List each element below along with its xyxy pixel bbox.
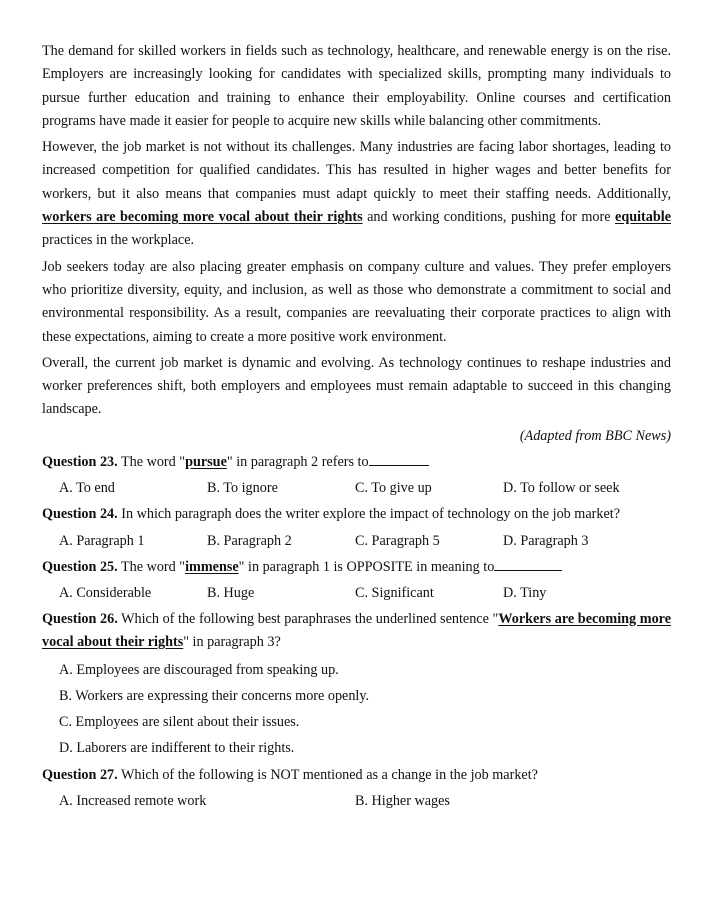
question-23-text-post: " in paragraph 2 refers to	[226, 453, 369, 470]
answer-blank	[369, 464, 429, 466]
question-25	[42, 554, 671, 580]
question-23-keyword: pursue	[185, 453, 227, 470]
option-b[interactable]: B. Higher wages	[355, 792, 450, 809]
question-26	[42, 608, 671, 655]
option-d[interactable]: D. Laborers are indifferent to their rights.	[59, 740, 295, 757]
question-26-quoted-sentence: Workers are becoming more vocal about their rights	[42, 610, 671, 651]
question-23-options	[42, 475, 671, 501]
answer-blank	[494, 569, 562, 571]
question-24-text: In which paragraph does the writer explore the impact of technology on the job market?	[117, 506, 620, 523]
option-d[interactable]: D. Paragraph 3	[503, 532, 589, 549]
question-23-text-pre: The word "	[117, 453, 186, 470]
option-b[interactable]: B. To ignore	[207, 479, 278, 496]
question-25-text-pre: The word "	[117, 558, 186, 575]
option-c[interactable]: C. To give up	[355, 479, 432, 496]
passage-paragraph-4: Overall, the current job market is dynamic and evolving. As technology continues to reshape industries and worker preferences shift, both employers and employees must remain adaptable to succeed in this changing landscape.	[42, 354, 671, 418]
option-a[interactable]: A. To end	[59, 479, 115, 496]
option-c[interactable]: C. Paragraph 5	[355, 532, 440, 549]
question-25-keyword: immense	[185, 558, 239, 575]
question-26-label: Question 26.	[42, 610, 118, 627]
question-24-options	[42, 528, 671, 554]
passage-paragraph-3: Job seekers today are also placing greater emphasis on company culture and values. They prefer employers who prioritize diversity, equity, and inclusion, as well as those who demonstrate a commitment to social and environmental responsibility. As a result, companies are reevaluating their corporate practices to align with these expectations, aiming to create a more positive work environment.	[42, 258, 671, 345]
option-b[interactable]: B. Huge	[207, 585, 255, 602]
paragraph-2-text-b: and working conditions, pushing for more	[362, 209, 616, 226]
paragraph-2-text-a: However, the job market is not without its challenges. Many industries are facing labor shortages, leading to increased competition for qualified candidates. This has resulted in higher wages and better benefits for workers, but it also means that companies must adapt quickly to meet their staffing needs. Additionally,	[42, 139, 671, 202]
underlined-phrase-rights: workers are becoming more vocal about their rights	[42, 209, 363, 226]
question-23-label: Question 23.	[42, 453, 118, 470]
option-a[interactable]: A. Employees are discouraged from speaking up.	[59, 661, 339, 678]
question-24-label: Question 24.	[42, 506, 118, 523]
option-a[interactable]: A. Increased remote work	[59, 792, 207, 809]
option-a[interactable]: A. Considerable	[59, 585, 152, 602]
paragraph-2-text-c: practices in the workplace.	[42, 232, 195, 249]
question-24	[42, 501, 671, 527]
option-d[interactable]: D. Tiny	[503, 585, 547, 602]
question-25-options	[42, 580, 671, 606]
question-27-label: Question 27.	[42, 766, 118, 783]
question-25-label: Question 25.	[42, 558, 118, 575]
question-26-text-post: " in paragraph 3?	[183, 634, 281, 651]
question-27	[42, 762, 671, 788]
option-a[interactable]: A. Paragraph 1	[59, 532, 145, 549]
passage-paragraph-1: The demand for skilled workers in fields such as technology, healthcare, and renewable energy is on the rise. Employers are increasingly looking for candidates with specialized skills, prompting many individuals to pursue further education and training to enhance their employability. Online courses and certification programs have made it easier for people to acquire new skills while balancing other commitments.	[42, 43, 671, 129]
question-27-text: Which of the following is NOT mentioned as a change in the job market?	[117, 766, 538, 783]
question-26-text-pre: Which of the following best paraphrases the underlined sentence "	[117, 610, 499, 627]
passage-paragraph-2	[42, 136, 671, 252]
question-25-text-post: " in paragraph 1 is OPPOSITE in meaning to	[238, 558, 495, 575]
passage-source: (Adapted from BBC News)	[519, 427, 671, 444]
option-b[interactable]: B. Paragraph 2	[207, 532, 292, 549]
underlined-word-equitable: equitable	[615, 209, 671, 226]
option-c[interactable]: C. Significant	[355, 585, 434, 602]
question-27-options	[42, 788, 671, 814]
exam-page	[42, 40, 671, 814]
option-b[interactable]: B. Workers are expressing their concerns more openly.	[59, 687, 370, 704]
question-23	[42, 449, 671, 475]
option-d[interactable]: D. To follow or seek	[503, 479, 620, 496]
option-c[interactable]: C. Employees are silent about their issues.	[59, 714, 300, 731]
